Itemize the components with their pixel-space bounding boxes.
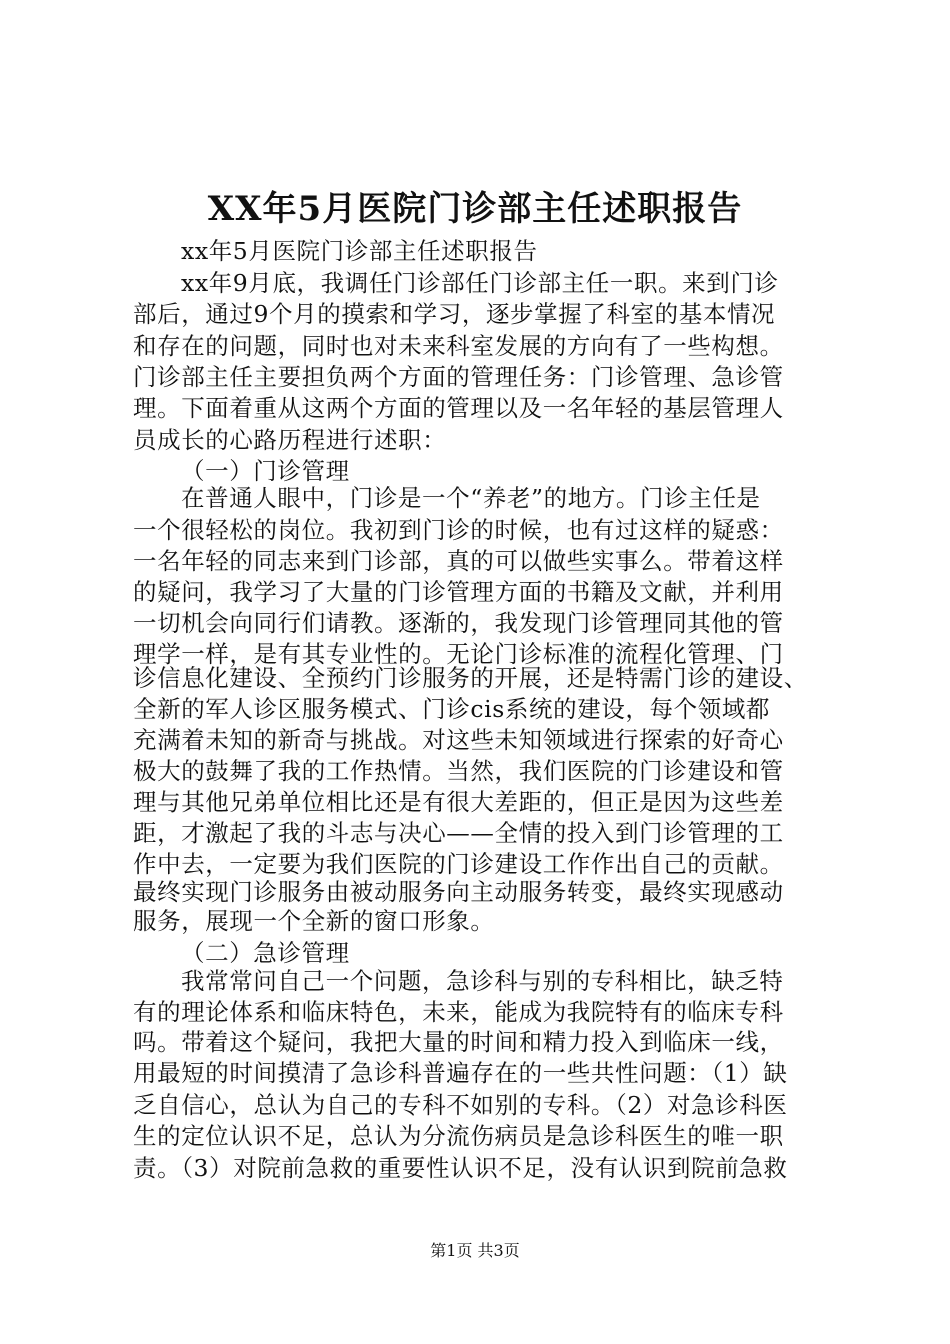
- body-line: xx年5月医院门诊部主任述职报告: [181, 237, 538, 265]
- body-line: 全新的军人诊区服务模式、门诊cis系统的建设，每个领域都: [133, 695, 771, 723]
- body-line: 用最短的时间摸清了急诊科普遍存在的一些共性问题：（1）缺: [133, 1059, 788, 1087]
- body-line: 责。（3）对院前急救的重要性认识不足，没有认识到院前急救: [133, 1154, 788, 1182]
- body-line: 一切机会向同行们请教。逐渐的，我发现门诊管理同其他的管: [133, 609, 784, 637]
- body-line: 一个很轻松的岗位。我初到门诊的时候，也有过这样的疑惑：: [133, 516, 784, 544]
- body-line: 有的理论体系和临床特色，未来，能成为我院特有的临床专科: [133, 998, 784, 1026]
- body-line: 充满着未知的新奇与挑战。对这些未知领域进行探索的好奇心: [133, 726, 784, 754]
- body-line: 吗。带着这个疑问，我把大量的时间和精力投入到临床一线，: [133, 1028, 784, 1056]
- body-line: 作中去，一定要为我们医院的门诊建设工作作出自己的贡献。: [133, 850, 784, 878]
- body-line: 生的定位认识不足，总认为分流伤病员是急诊科医生的唯一职: [133, 1122, 784, 1150]
- body-line: 服务，展现一个全新的窗口形象。: [133, 907, 495, 935]
- body-line: 极大的鼓舞了我的工作热情。当然，我们医院的门诊建设和管: [133, 757, 784, 785]
- page-number-footer: 第1页 共3页: [430, 1241, 520, 1260]
- body-line: 理。下面着重从这两个方面的管理以及一名年轻的基层管理人: [133, 394, 784, 422]
- body-line: 我常常问自己一个问题，急诊科与别的专科相比，缺乏特: [181, 967, 784, 995]
- body-line: 和存在的问题，同时也对未来科室发展的方向有了一些构想。: [133, 332, 784, 360]
- body-line: 一名年轻的同志来到门诊部，真的可以做些实事么。带着这样: [133, 547, 784, 575]
- body-line: xx年9月底，我调任门诊部任门诊部主任一职。来到门诊: [181, 269, 779, 297]
- body-line: 理与其他兄弟单位相比还是有很大差距的，但正是因为这些差: [133, 788, 784, 816]
- body-line: 的疑问，我学习了大量的门诊管理方面的书籍及文献，并利用: [133, 578, 784, 606]
- body-line: 部后，通过9个月的摸索和学习，逐步掌握了科室的基本情况: [133, 300, 776, 328]
- body-line: 理学一样，是有其专业性的。无论门诊标准的流程化管理、门: [133, 640, 784, 668]
- body-line: 员成长的心路历程进行述职：: [133, 426, 447, 454]
- body-line: 在普通人眼中，门诊是一个“养老”的地方。门诊主任是: [181, 484, 761, 512]
- body-line: 诊信息化建设、全预约门诊服务的开展，还是特需门诊的建设、: [133, 664, 808, 692]
- section-heading: （一）门诊管理: [181, 457, 350, 485]
- document-title: XX年5月医院门诊部主任述职报告: [207, 189, 743, 229]
- body-line: 最终实现门诊服务由被动服务向主动服务转变，最终实现感动: [133, 878, 784, 906]
- body-line: 距，才激起了我的斗志与决心——全情的投入到门诊管理的工: [133, 819, 784, 847]
- section-heading: （二）急诊管理: [181, 939, 350, 967]
- body-line: 门诊部主任主要担负两个方面的管理任务：门诊管理、急诊管: [133, 363, 784, 391]
- body-line: 乏自信心，总认为自己的专科不如别的专科。（2）对急诊科医: [133, 1091, 788, 1119]
